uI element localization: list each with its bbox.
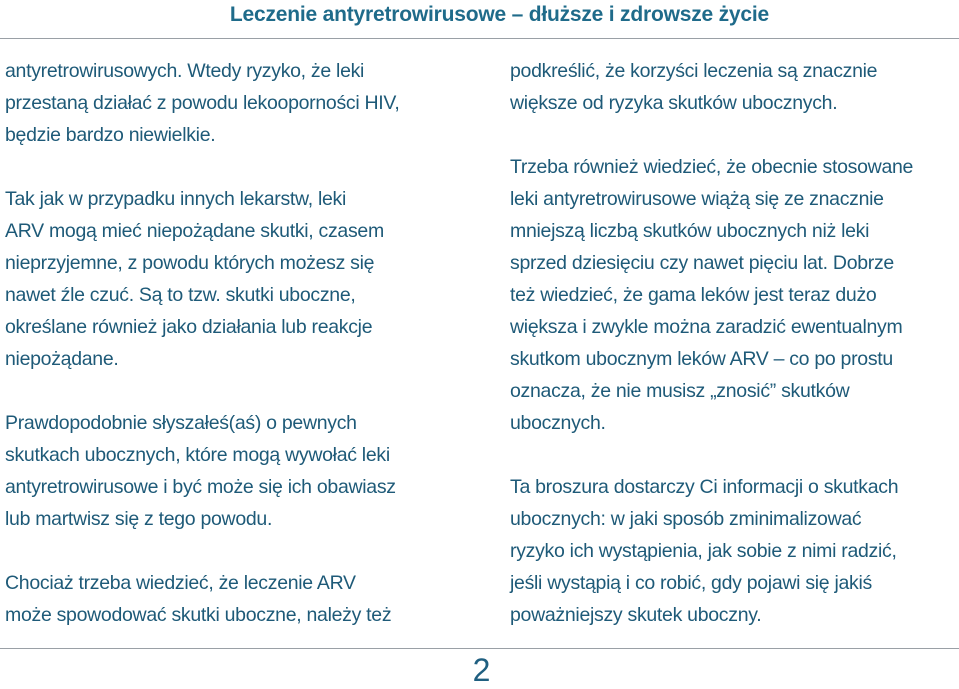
text-line: Chociaż trzeba wiedzieć, że leczenie ARV [5,572,356,594]
left-column [5,55,445,663]
text-line: ryzyko ich wystąpienia, jak sobie z nimi radzić, [510,540,897,562]
text-line: antyretrowirusowe i być może się ich obawiasz [5,476,396,498]
right-paragraph-2 [510,151,950,439]
text-line: Ta broszura dostarczy Ci informacji o skutkach [510,476,899,498]
text-line: jeśli wystąpią i co robić, gdy pojawi się jakiś [510,572,872,594]
text-line: będzie bardzo niewielkie. [5,124,216,146]
left-paragraph-1 [5,55,445,151]
text-line: oznacza, że nie musisz „znosić” skutków [510,380,850,402]
text-line: nieprzyjemne, z powodu których możesz się [5,252,375,274]
text-line: poważniejszy skutek uboczny. [510,604,762,626]
text-line: przestaną działać z powodu lekooporności HIV, [5,92,400,114]
text-line: skutkach ubocznych, które mogą wywołać leki [5,444,390,466]
text-line: określane również jako działania lub reakcje [5,316,373,338]
text-line: Prawdopodobnie słyszałeś(aś) o pewnych [5,412,357,434]
page-header-title: Leczenie antyretrowirusowe – dłuższe i zdrowsze życie [229,3,769,26]
text-line: może spowodować skutki uboczne, należy też [5,604,392,626]
right-column [510,55,950,663]
text-line: większe od ryzyka skutków ubocznych. [510,92,838,114]
page-number: 2 [472,652,491,688]
right-paragraph-3 [510,471,950,631]
left-paragraph-2 [5,183,445,375]
text-line: skutkom ubocznym leków ARV – co po prostu [510,348,893,370]
text-line: Tak jak w przypadku innych lekarstw, leki [5,188,347,210]
footer-divider [0,648,959,649]
text-line: ubocznych: w jaki sposób zminimalizować [510,508,862,530]
text-line: sprzed dziesięciu czy nawet pięciu lat. Dobrze [510,252,894,274]
text-line: niepożądane. [5,348,119,370]
text-line: lub martwisz się z tego powodu. [5,508,273,530]
text-line: leki antyretrowirusowe wiążą się ze znacznie [510,188,884,210]
text-line: podkreślić, że korzyści leczenia są znacznie [510,60,878,82]
header-divider [0,38,959,39]
left-paragraph-3 [5,407,445,535]
right-paragraph-1 [510,55,950,119]
text-line: ubocznych. [510,412,606,434]
text-line: większa i zwykle można zaradzić ewentualnym [510,316,903,338]
text-line: mniejszą liczbą skutków ubocznych niż leki [510,220,870,242]
text-line: Trzeba również wiedzieć, że obecnie stosowane [510,156,914,178]
left-paragraph-4 [5,567,445,631]
text-line: ARV mogą mieć niepożądane skutki, czasem [5,220,384,242]
text-line: antyretrowirusowych. Wtedy ryzyko, że leki [5,60,365,82]
text-line: też wiedzieć, że gama leków jest teraz dużo [510,284,877,306]
text-line: nawet źle czuć. Są to tzw. skutki uboczne, [5,284,356,306]
